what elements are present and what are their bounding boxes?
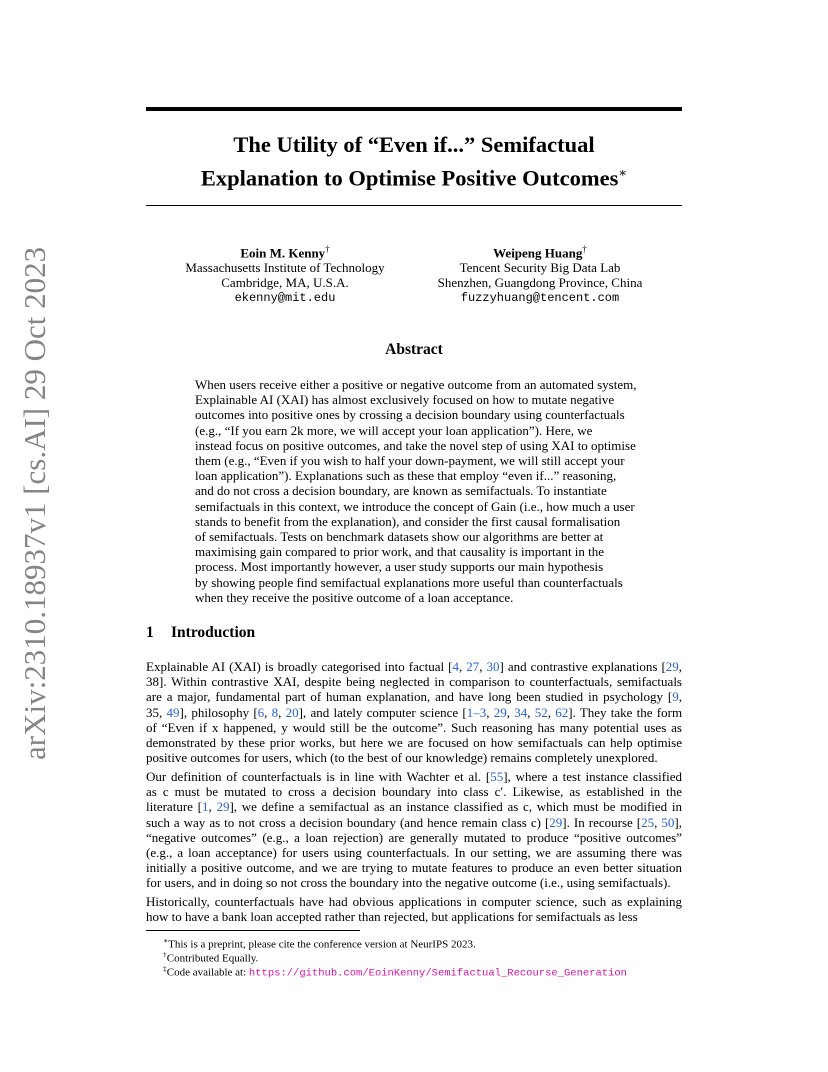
citation-link[interactable]: 34: [514, 704, 528, 720]
code-repository-link[interactable]: https://github.com/EoinKenny/Semifactual_Recourse_Generation: [248, 967, 627, 980]
footnote-mark: ∗: [163, 936, 169, 945]
section-number: 1: [146, 624, 154, 641]
author-name: Eoin M. Kenny: [240, 245, 326, 261]
footnote-mark: ‡: [163, 964, 167, 973]
paragraph-line: of “Even if x happened, y would still be the outcome”. Such reasoning has many potential uses as: [146, 719, 682, 735]
abstract-line: semifactuals in this context, we introduce the concept of Gain (i.e., how much a user: [195, 498, 635, 514]
citation-link[interactable]: 29: [493, 704, 507, 720]
author-mark: †: [325, 244, 330, 254]
abstract-line: them (e.g., “Even if you wish to half your down-payment, we will still accept your: [195, 453, 625, 469]
paragraph-line: Historically, counterfactuals have had obvious applications in computer science, such as explaining: [146, 894, 682, 909]
section-title: Introduction: [171, 624, 256, 641]
author-email[interactable]: ekenny@mit.edu: [234, 290, 336, 305]
abstract-line: (e.g., “If you earn 2k more, we will accept your loan application”). Here, we: [195, 422, 593, 438]
author-email[interactable]: fuzzyhuang@tencent.com: [460, 290, 620, 305]
paragraph-line: Our definition of counterfactuals is in line with Wachter et al. [55], where a test instance classified: [146, 769, 682, 784]
abstract-text: [195, 377, 635, 605]
citation-link[interactable]: 27: [466, 659, 480, 674]
abstract-line: loan application”). Explanations such as these that employ “even if...” reasoning,: [195, 468, 617, 484]
paragraph-line: for users, and in doing so not cross the boundary into the negative outcome (i.e., using semifactuals).: [146, 875, 671, 891]
paragraph-line: literature [1, 29], we define a semifactual as an instance classified as c, which must be modified in: [146, 799, 683, 815]
footnote-mark: †: [163, 950, 167, 959]
abstract-line: maximising gain compared to prior work, and that causality is important in the: [195, 544, 605, 560]
abstract-heading: Abstract: [385, 341, 443, 358]
paragraph-line: initially a positive outcome, and we are trying to mutate features to produce an even better situation: [146, 860, 682, 876]
paragraph-line: demonstrated by these prior works, but here we are focused on how semifactuals can help optimise: [146, 735, 682, 751]
citation-link[interactable]: 52: [534, 704, 548, 720]
paragraph-line: such a way as to not cross a decision boundary (and hence remain class c) [29]. In recourse [25, 50],: [146, 814, 683, 830]
citation-link[interactable]: 62: [555, 704, 569, 720]
paragraph-line: 35, 49], philosophy [6, 8, 20], and lately computer science [1–3, 29, 34, 52, 62]. They take the form: [146, 704, 683, 720]
citation-link[interactable]: 25: [641, 814, 655, 830]
paragraph-line: (e.g., a loan acceptance) for users using counterfactuals. In our setting, we are assuming there was: [146, 845, 682, 861]
paragraph-line: “negative outcomes” (e.g., a loan rejection) are generally mutated to produce “positive outcomes”: [146, 829, 682, 845]
footnote-rule: [146, 930, 360, 931]
title-bottom-rule: [146, 205, 682, 206]
abstract-line: When users receive either a positive or negative outcome from an automated system,: [195, 377, 637, 392]
citation-link[interactable]: 29: [216, 799, 230, 815]
footnote-3: [163, 963, 683, 980]
abstract-line: instead focus on positive outcomes, and take the novel step of using XAI to optimise: [195, 437, 636, 453]
citation-link[interactable]: 30: [486, 659, 500, 674]
abstract-line: and do not cross a decision boundary, are known as semifactuals. To instantiate: [195, 483, 607, 499]
paragraph-line: 38]. Within contrastive XAI, despite being neglected in comparison to counterfactuals, semifactuals: [146, 674, 682, 690]
citation-link[interactable]: 49: [166, 704, 180, 720]
footnote-text: This is a preprint, please cite the conference version at NeurIPS 2023.: [168, 938, 476, 951]
abstract-line: outcomes into positive ones by crossing a decision boundary using counterfactuals: [195, 407, 625, 423]
author-affiliation: Tencent Security Big Data Lab: [459, 260, 621, 276]
citation-link[interactable]: 1–3: [466, 704, 487, 720]
title-footnote-mark: ∗: [618, 165, 628, 180]
paper-title: [146, 131, 682, 193]
paragraph-line: as c must be mutated to cross a decision boundary into class c′. Likewise, as established in the: [146, 784, 682, 800]
citation-link[interactable]: 6: [257, 704, 265, 720]
footnote-text: Code available at:: [166, 966, 249, 979]
arxiv-identifier: arXiv:2310.18937v1 [cs.AI] 29 Oct 2023: [17, 246, 52, 760]
citation-link[interactable]: 4: [452, 659, 459, 674]
intro-paragraph-2: [146, 769, 682, 891]
intro-paragraph-3: [146, 894, 682, 924]
title-line-1: The Utility of “Even if...” Semifactual: [233, 132, 595, 157]
citation-link[interactable]: 29: [665, 659, 679, 674]
footnote-text: Contributed Equally.: [166, 952, 259, 965]
abstract-line: stands to benefit from the explanation), and consider the first causal formalisation: [195, 513, 621, 529]
abstract-line: of semifactuals. Tests on benchmark datasets show our algorithms are better at: [195, 529, 604, 545]
citation-link[interactable]: 55: [490, 769, 504, 784]
citation-link[interactable]: 20: [285, 704, 299, 720]
author-location: Shenzhen, Guangdong Province, China: [437, 274, 643, 290]
citation-link[interactable]: 50: [661, 814, 675, 830]
author-location: Cambridge, MA, U.S.A.: [221, 274, 349, 290]
abstract-line: by showing people find semifactual explanations more useful than counterfactuals: [195, 574, 623, 590]
author-block-2: [420, 242, 660, 306]
author-name: Weipeng Huang: [493, 245, 583, 261]
title-top-rule: [146, 107, 682, 111]
title-line-2: [146, 159, 682, 193]
section-heading: [146, 624, 255, 642]
abstract-line: process. Most importantly however, a user study supports our main hypothesis: [195, 559, 604, 575]
author-mark: †: [582, 244, 587, 254]
title-line-2-text: Explanation to Optimise Positive Outcomes: [200, 165, 619, 191]
paragraph-line: are a major, fundamental part of human explanation, and have long been studied in psychology [9,: [146, 689, 682, 705]
abstract-line: Explainable AI (XAI) has almost exclusively focused on how to mutate negative: [195, 392, 615, 408]
paragraph-line: how to have a bank loan accepted rather than rejected, but applications for semifactuals as less: [146, 909, 638, 925]
author-block-1: [170, 242, 400, 306]
intro-paragraph-1: [146, 659, 682, 765]
abstract-line: when they receive the positive outcome of a loan acceptance.: [195, 589, 514, 605]
paragraph-line: positive outcomes for users, which (to the best of our knowledge) remains completely unexplored.: [146, 750, 658, 766]
citation-link[interactable]: 29: [549, 814, 563, 830]
citation-link[interactable]: 1: [201, 799, 209, 815]
paragraph-line: Explainable AI (XAI) is broadly categorised into factual [4, 27, 30] and contrastive explanations [29,: [146, 659, 683, 674]
citation-link[interactable]: 8: [271, 704, 279, 720]
author-affiliation: Massachusetts Institute of Technology: [185, 260, 385, 276]
citation-link[interactable]: 9: [672, 689, 679, 705]
